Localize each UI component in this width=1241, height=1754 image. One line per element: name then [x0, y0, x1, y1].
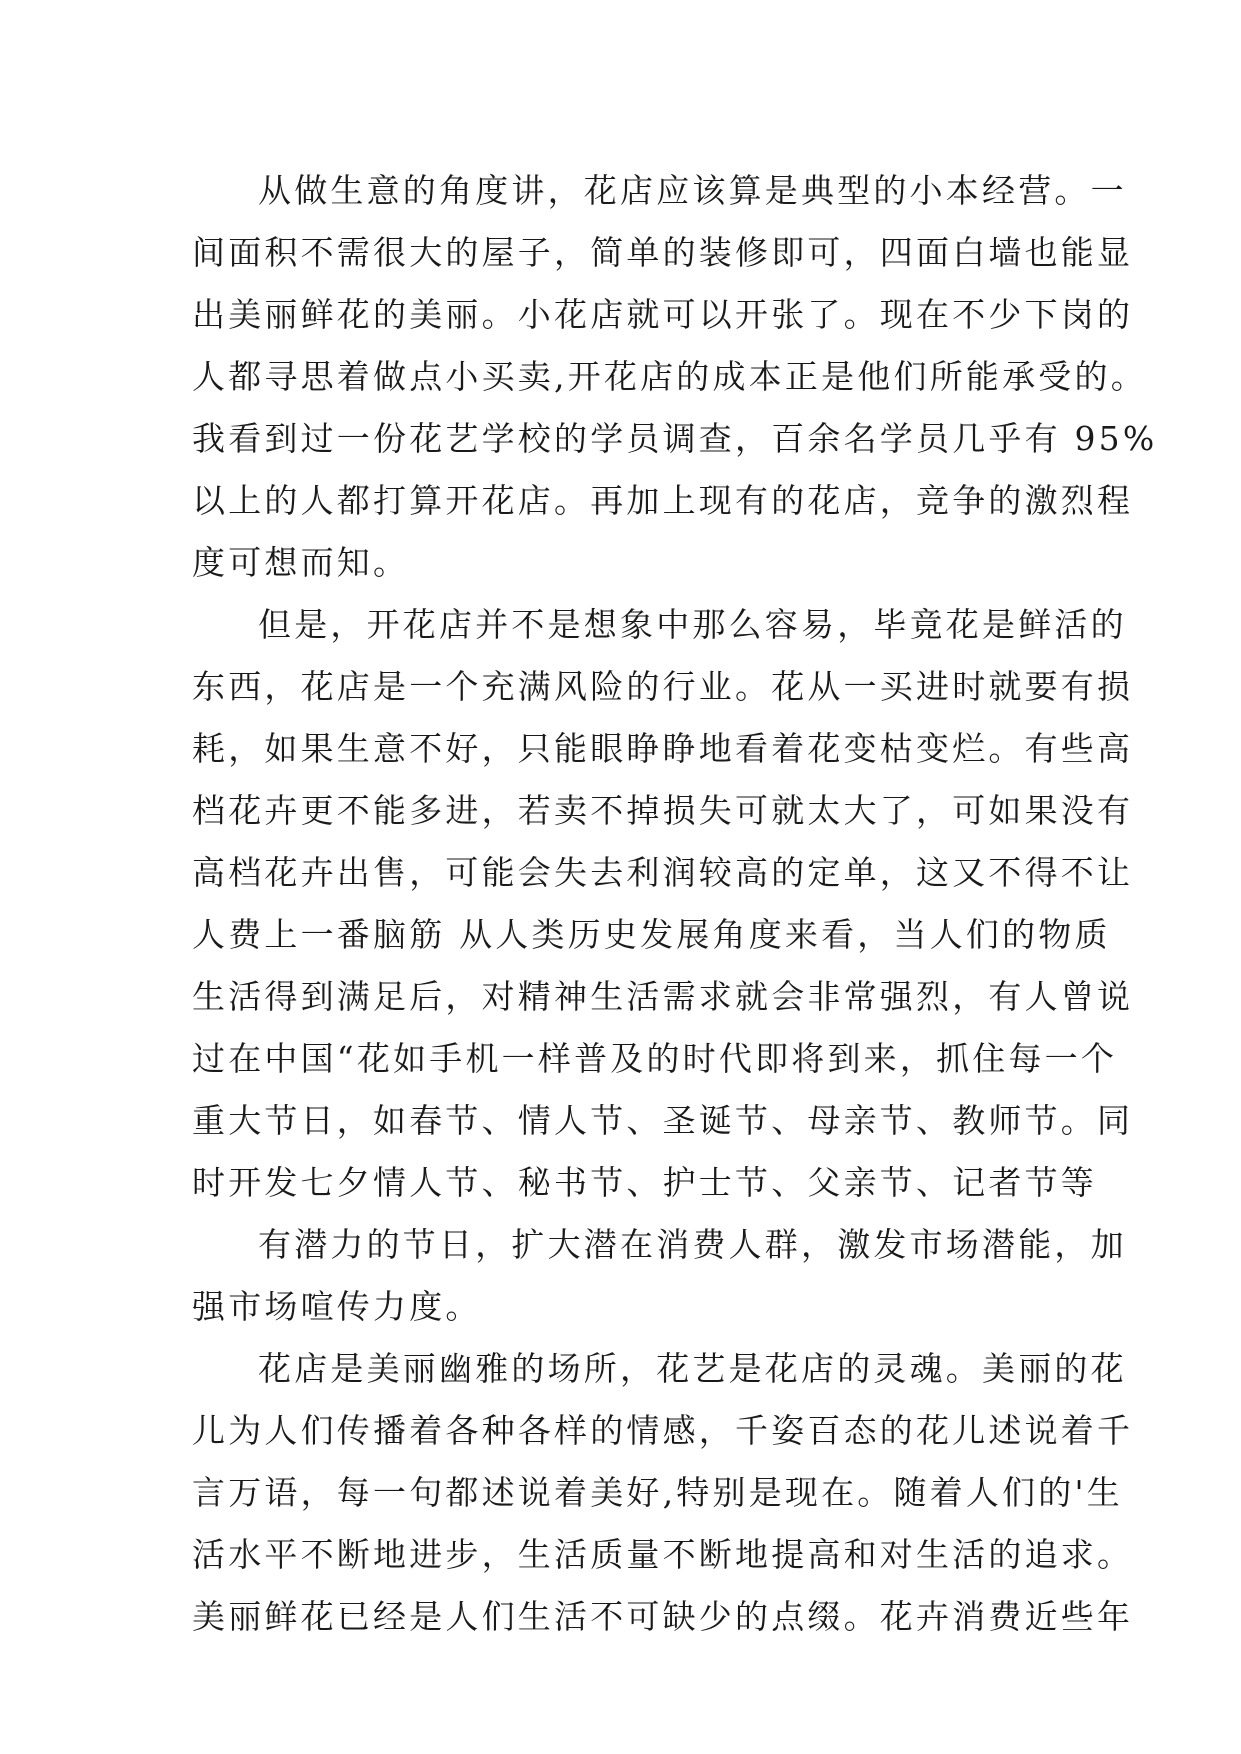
text-line: 有潜力的节日，扩大潜在消费人群，激发市场潜能，加 [258, 1225, 1127, 1264]
text-line: 从做生意的角度讲，花店应该算是典型的小本经营。一 [258, 171, 1127, 210]
text-line: 生活得到满足后，对精神生活需求就会非常强烈，有人曾说 [192, 977, 1134, 1016]
text-line: 重大节日，如春节、情人节、圣诞节、母亲节、教师节。同 [192, 1101, 1134, 1140]
body-text [192, 160, 1158, 1648]
text-line: 言万语，每一句都述说着美好,特别是现在。随着人们的'生 [192, 1473, 1123, 1512]
text-line: 活水平不断地进步，生活质量不断地提高和对生活的追求。 [192, 1535, 1134, 1574]
text-line: 间面积不需很大的屋子，简单的装修即可，四面白墙也能显 [192, 233, 1134, 272]
text-line: 人费上一番脑筋 从人类历史发展角度来看，当人们的物质 [192, 915, 1111, 954]
text-line: 强市场喧传力度。 [192, 1287, 482, 1326]
text-line: 高档花卉出售，可能会失去利润较高的定单，这又不得不让 [192, 853, 1134, 892]
text-line: 度可想而知。 [192, 543, 410, 582]
text-line: 花店是美丽幽雅的场所，花艺是花店的灵魂。美丽的花 [258, 1349, 1127, 1388]
text-line: 但是，开花店并不是想象中那么容易，毕竟花是鲜活的 [258, 605, 1127, 644]
text-line: 以上的人都打算开花店。再加上现有的花店，竞争的激烈程 [192, 481, 1134, 520]
text-line: 儿为人们传播着各种各样的情感，千姿百态的花儿述说着千 [192, 1411, 1134, 1450]
text-line: 我看到过一份花艺学校的学员调查，百余名学员几乎有 95% [192, 419, 1158, 458]
text-line: 美丽鲜花已经是人们生活不可缺少的点缀。花卉消费近些年 [192, 1597, 1134, 1636]
text-line: 东西，花店是一个充满风险的行业。花从一买进时就要有损 [192, 667, 1134, 706]
text-line: 出美丽鲜花的美丽。小花店就可以开张了。现在不少下岗的 [192, 295, 1134, 334]
text-line: 档花卉更不能多进，若卖不掉损失可就太大了，可如果没有 [192, 791, 1134, 830]
text-line: 过在中国“花如手机一样普及的时代即将到来，抓住每一个 [192, 1039, 1118, 1078]
text-line: 时开发七夕情人节、秘书节、护士节、父亲节、记者节等 [192, 1163, 1097, 1202]
text-line: 人都寻思着做点小买卖,开花店的成本正是他们所能承受的。 [192, 357, 1147, 396]
text-line: 耗，如果生意不好，只能眼睁睁地看着花变枯变烂。有些高 [192, 729, 1134, 768]
